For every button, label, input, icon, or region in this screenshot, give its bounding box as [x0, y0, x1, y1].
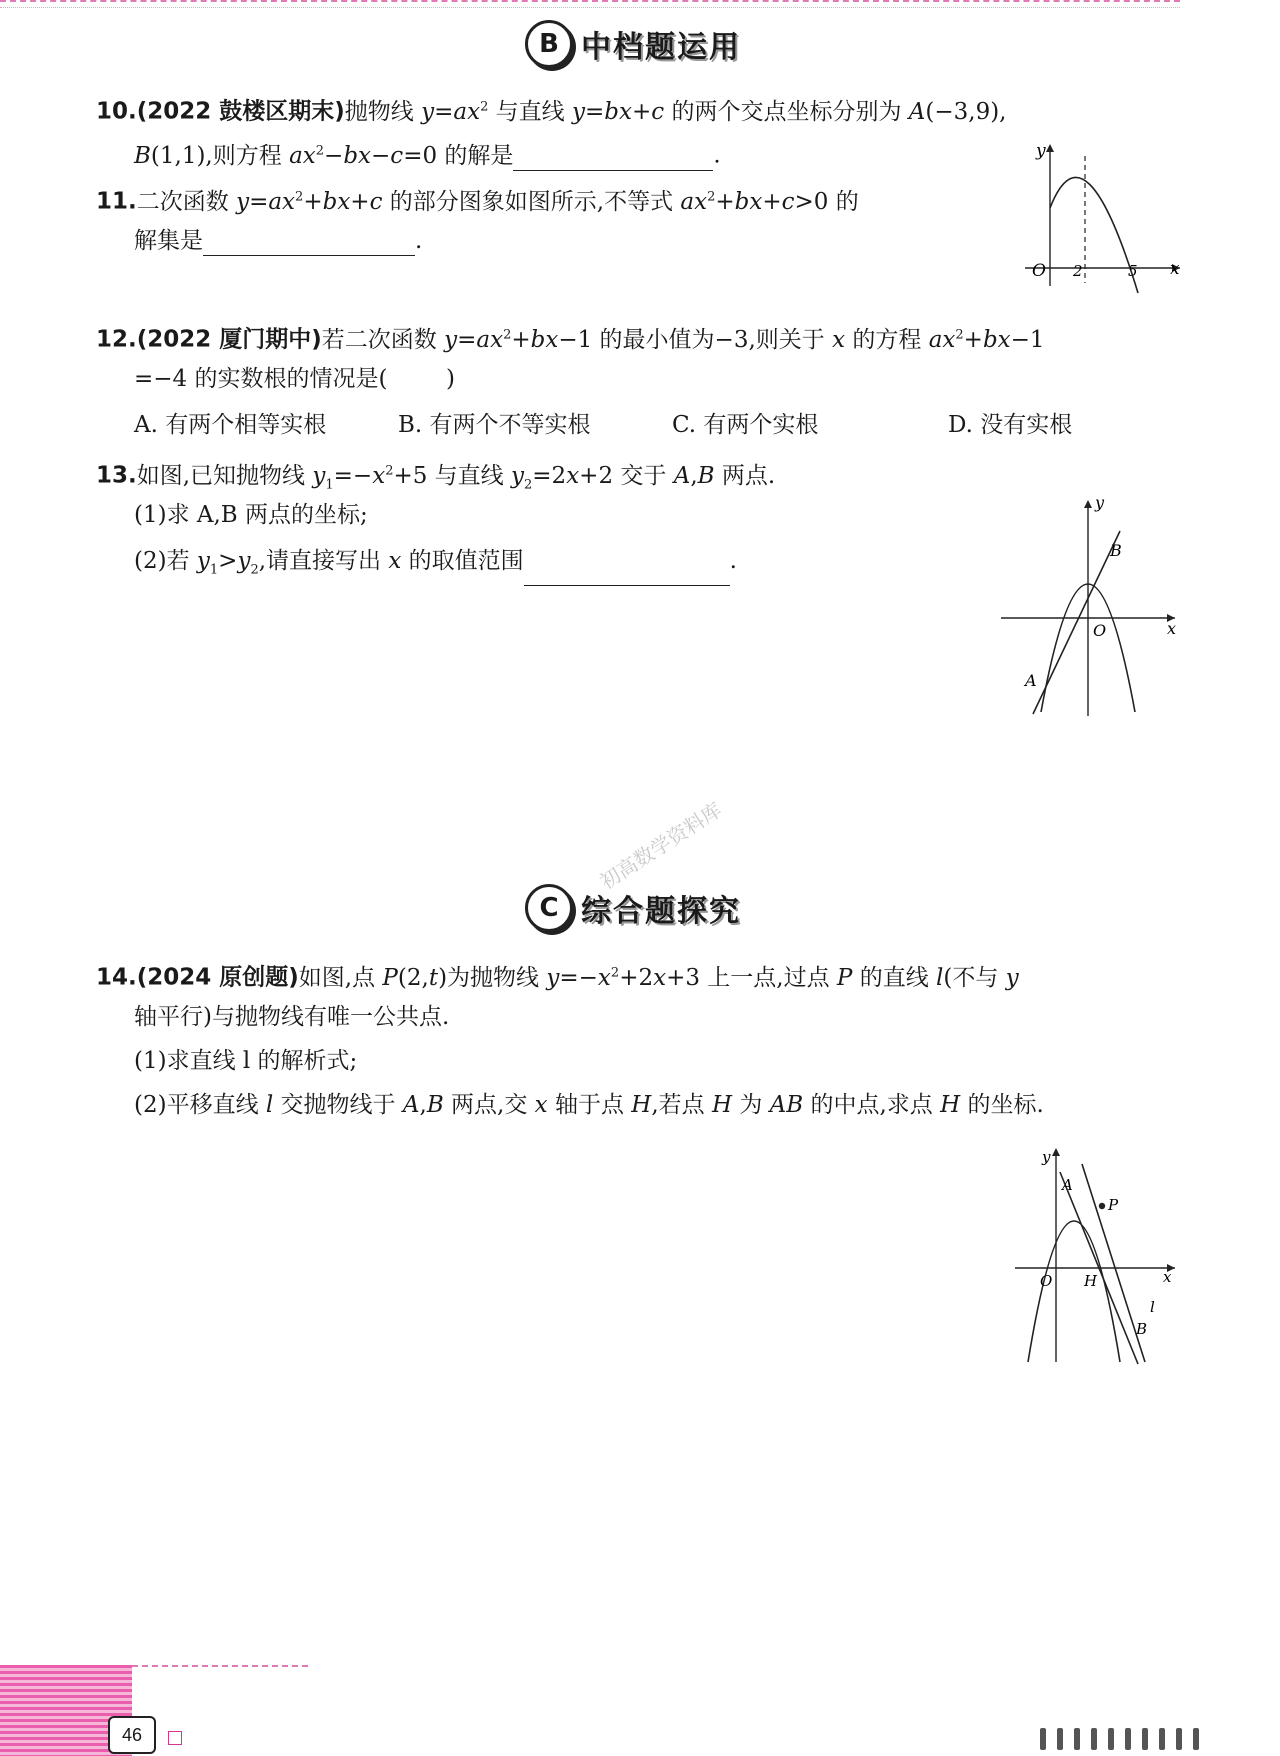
q14-number: 14.: [96, 964, 137, 991]
section-c-badge: C: [525, 884, 573, 932]
q10-line2: B(1,1),则方程 $ax^2-bx-c=0$ 的解是 .: [134, 142, 721, 169]
q10-source: (2022 鼓楼区期末): [136, 98, 345, 125]
q14-parabola-figure: [1010, 1142, 1180, 1368]
q14-point-p: [1099, 1203, 1105, 1209]
section-b-badge: B: [525, 20, 573, 68]
q11-text-1: 二次函数 $y=ax^2+bx+c$ 的部分图象如图所示,不等式 $ax^2+bx+c>0$ 的: [136, 188, 859, 215]
scan-bars-decor: [1040, 1728, 1199, 1750]
q11-label-5: 5: [1128, 262, 1138, 280]
q12-option-d[interactable]: D. 没有实根: [948, 412, 1073, 438]
footer-decor-rule: [132, 1665, 308, 1667]
q14-line1: [96, 958, 1019, 993]
q12-option-c[interactable]: C. 有两个实根: [672, 412, 819, 438]
q14-source: (2024 原创题): [136, 964, 299, 991]
q14-label-x: x: [1163, 1268, 1172, 1286]
q10-line1: [96, 92, 1007, 127]
q14-label-l: l: [1150, 1298, 1155, 1316]
q13-part2-text: (2)若 $y_1>y_2$,请直接写出 x 的取值范围: [134, 548, 524, 578]
page-box-icon: [168, 1731, 182, 1745]
page-number: 46: [108, 1716, 156, 1754]
q12-option-a[interactable]: A. 有两个相等实根: [134, 412, 327, 438]
q12-text-1: 若二次函数 $y=ax^2+bx-1$ 的最小值为−3,则关于 x 的方程 $ax^2+bx-1$: [321, 326, 1045, 353]
q11-parabola-figure: [1010, 138, 1190, 298]
q14-label-b: B: [1136, 1320, 1148, 1338]
q12-line1: [96, 320, 1045, 355]
q10-answer-blank[interactable]: [513, 148, 713, 171]
q14-label-h: H: [1084, 1272, 1098, 1290]
q14-label-p: P: [1108, 1196, 1119, 1214]
q12-source: (2022 厦门期中): [136, 326, 322, 353]
section-b-header: [525, 20, 741, 68]
q10-number: 10.: [96, 98, 137, 125]
q13-parabola-line-figure: [995, 496, 1185, 720]
q13-label-b: B: [1110, 541, 1122, 560]
section-c-title: 综合题探究: [581, 894, 741, 929]
q13-line: [1033, 531, 1120, 714]
q13-part1: (1)求 A,B 两点的坐标;: [134, 502, 368, 528]
q13-part2: (2)若 $y_1>y_2$,请直接写出 x 的取值范围 .: [134, 546, 737, 586]
q14-label-y: y: [1042, 1148, 1051, 1166]
q14-label-origin: O: [1040, 1272, 1053, 1290]
q13-label-origin: O: [1093, 621, 1107, 640]
q13-text-1: 如图,已知抛物线 $y_1=-x^2+5$ 与直线 $y_2=2x+2$ 交于 A,B 两点.: [136, 462, 776, 493]
q11-label-y: y: [1036, 141, 1046, 161]
q12-text-2: =−4 的实数根的情况是( ): [134, 366, 455, 392]
q10-text-1: 抛物线 $y=ax^2$ 与直线 y=bx+c 的两个交点坐标分别为 A(−3,9),: [344, 98, 1007, 125]
q11-label-x: x: [1170, 259, 1180, 279]
q13-line1: [96, 456, 775, 500]
watermark-text: 初高数学资料库: [595, 797, 727, 894]
q11-line1: [96, 182, 859, 217]
q13-label-x: x: [1167, 619, 1177, 638]
q12-line2: [134, 364, 455, 394]
q11-parabola-curve: [1050, 177, 1138, 293]
q14-part2-text: (2)平移直线 l 交抛物线于 A,B 两点,交 x 轴于点 H,若点 H 为 AB 的中点,求点 H 的坐标.: [134, 1092, 1044, 1118]
q14-part2: [134, 1090, 1044, 1120]
q11-label-origin: O: [1032, 261, 1046, 281]
q11-number: 11.: [96, 188, 137, 215]
q13-answer-blank[interactable]: [524, 563, 730, 586]
q11-line2: 解集是 .: [134, 228, 423, 254]
section-b-title: 中档题运用: [581, 30, 741, 65]
q13-label-y: y: [1095, 496, 1105, 512]
q14-text-1: 如图,点 P(2,t)为抛物线 $y=-x^2+2x+3$ 上一点,过点 P 的直线 l(不与 y: [298, 964, 1019, 991]
q14-part1: (1)求直线 l 的解析式;: [134, 1048, 358, 1074]
q14-label-a: A: [1062, 1176, 1073, 1194]
q13-label-a: A: [1025, 671, 1037, 690]
section-c-header: [525, 884, 741, 932]
q11-text-2: 解集是: [134, 228, 203, 254]
top-decor-rule-secondary: [0, 7, 1180, 8]
q11-answer-blank[interactable]: [203, 233, 415, 256]
q14-text-2: 轴平行)与抛物线有唯一公共点.: [134, 1004, 450, 1030]
q12-option-b[interactable]: B. 有两个不等实根: [398, 412, 591, 438]
q10-text-2: B(1,1),则方程 $ax^2-bx-c=0$ 的解是: [134, 142, 514, 169]
q13-number: 13.: [96, 462, 137, 489]
q14-line2: [134, 1002, 449, 1032]
q12-number: 12.: [96, 326, 137, 353]
q11-label-2: 2: [1073, 262, 1083, 280]
